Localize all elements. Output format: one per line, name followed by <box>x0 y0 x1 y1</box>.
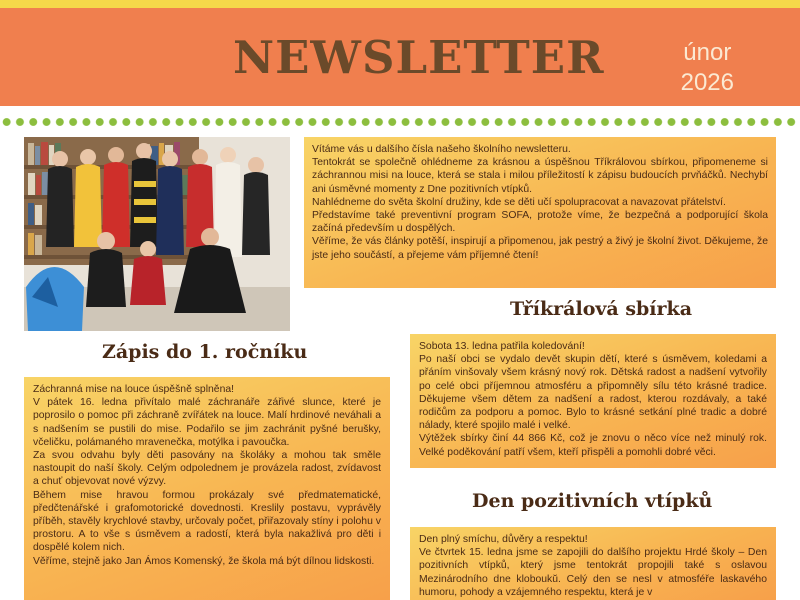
zapis-heading: Zápis do 1. ročníku <box>102 341 308 363</box>
top-accent-strip <box>0 0 800 8</box>
intro-paragraph: Nahlédneme do světa školní družiny, kde se děti učí spolupracovat a navazovat přátelství. <box>312 196 726 208</box>
issue-year: 2026 <box>680 69 734 96</box>
issue-date <box>681 38 734 98</box>
zapis-paragraph: V pátek 16. ledna přivítalo malé záchranáře zářivé slunce, které je poprosilo o pomoc při záchraně zvířátek na louce. Malí hrdinové neváhali a s nadšením se pustili do mise. Podařilo se jim zachránit pyšné berušky, včeličku, polámaného mravenečka, motýlka i pavoučka. <box>33 397 381 448</box>
trikralova-box <box>410 334 776 468</box>
zapis-paragraph: Záchranná mise na louce úspěšně splněna! <box>33 384 235 395</box>
zapis-paragraph: Během mise hravou formou prokázaly své předmatematické, předčtenářské i grafomotorické dovednosti. Kreslily postavu, vyprávěly příběh, stavěly krychlové stavby, určovaly počet, přiřazovaly stíny i polohu v prostoru. A to vše s úsměvem a radostí, která byla nakažlivá pro děti i dospělé kolem nich. <box>33 489 381 554</box>
group-photo <box>24 137 290 331</box>
zapis-paragraph: Věříme, stejně jako Jan Ámos Komenský, že škola má být dílnou lidskosti. <box>33 555 375 567</box>
intro-paragraph: Představíme také preventivní program SOFA, protože víme, že bezpečná a podporující škola začíná především u dospělých. <box>312 210 768 235</box>
vtipky-heading: Den pozitivních vtípků <box>472 490 713 512</box>
vtipky-box <box>410 527 776 600</box>
vtipky-paragraph: Ve čtvrtek 15. ledna jsme se zapojili do dalšího projektu Hrdé školy – Den pozitivních vtípků, který jsme tentokrát propojili také s oslavou Mezinárodního dne kloboukŭ. Celý den se nesl v atmosféře laskavého humoru, pohody a vzájemného respektu, která je v <box>419 547 767 598</box>
intro-paragraph: Vítáme vás u dalšího čísla našeho školního newsletteru. <box>312 144 571 155</box>
trikralova-paragraph: Sobota 13. ledna patřila koledování! <box>419 341 585 352</box>
trikralova-paragraph: Výtěžek sbírky činí 44 866 Kč, což je znovu o něco více než minulý rok. Velké poděkování patří všem, kteří přispěli a pomohli dobré věci. <box>419 433 767 458</box>
issue-month: únor <box>683 39 732 66</box>
intro-paragraph: Tentokrát se společně ohlédneme za krásnou a úspěšnou Tříkrálovou sbírkou, připomeneme si záchrannou misi na louce, která se stala i milou příležitostí k zápisu budoucích prvňáčků. Nechybí ani úsměvné momenty z Dne pozitivních vtípků. <box>312 157 768 195</box>
newsletter-title: NEWSLETTER <box>233 31 605 84</box>
zapis-paragraph: Za svou odvahu byly děti pasovány na školáky a mohou tak směle nastoupit do naší školy. Celým odpolednem je provázela radost, zvídavost a chuť objevovat nové výzvy. <box>33 450 381 488</box>
trikralova-heading: Tříkrálová sbírka <box>510 298 693 320</box>
vtipky-paragraph: Den plný smíchu, důvěry a respektu! <box>419 534 588 545</box>
zapis-box <box>24 377 390 600</box>
intro-paragraph: Věříme, že vás články potěší, inspirují a připomenou, jak pestrý a živý je školní život. Děkujeme, že jste jeho součástí, a přejeme vám příjemné čtení! <box>312 236 768 261</box>
intro-box <box>304 137 776 288</box>
header-banner <box>0 8 800 106</box>
trikralova-paragraph: Po naší obci se vydalo devět skupin dětí, které s úsměvem, koledami a přáním vinšovaly všem krásný nový rok. Dětská radost a nadšení vytvořily po celé obci příjemnou atmosféru a připomněly sílu této krásné tradice. Děkujeme všem dětem za nadšení a radost, kterou rozdávaly, a také rodičům za podporu a pomoc. Bylo to krásné setkání plné tradic a dobré nálady, které spojilo malé i velké. <box>419 354 767 432</box>
dotted-divider <box>0 117 800 127</box>
